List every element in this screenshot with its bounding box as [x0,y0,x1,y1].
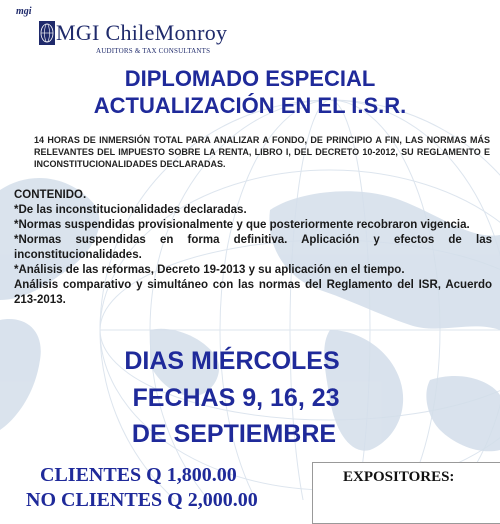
schedule-month: DE SEPTIEMBRE [131,420,337,448]
globe-logo-icon [38,20,56,46]
expositores-label: EXPOSITORES: [343,469,455,485]
logo-name: MGI ChileMonroy [56,20,228,45]
contenido-item: *Normas suspendidas provisionalmente y que posteriormente recobraron vigencia. [14,219,470,231]
contenido-heading: CONTENIDO. [14,189,87,201]
schedule-days: DIAS MIÉRCOLES [124,347,340,375]
price-clientes: CLIENTES Q 1,800.00 [40,464,237,486]
logo-small-text: mgi [16,6,32,17]
price-no-clientes: NO CLIENTES Q 2,000.00 [26,489,258,511]
contenido-item: *Normas suspendidas en forma definitiva. Aplicación y efectos de las inconstitucionalidades. [14,234,492,261]
contenido-section [14,188,492,308]
title-line-2: ACTUALIZACIÓN EN EL I.S.R. [93,93,407,118]
title-line-1: DIPLOMADO ESPECIAL [124,66,376,91]
logo-subtitle: AUDITORS & TAX CONSULTANTS [96,47,211,55]
schedule-dates: FECHAS 9, 16, 23 [132,384,340,412]
contenido-item: *De las inconstitucionalidades declaradas. [14,204,247,216]
intro-paragraph: 14 HORAS DE INMERSIÓN TOTAL PARA ANALIZAR A FONDO, DE PRINCIPIO A FIN, LAS NORMAS MÁS RELEVANTES DEL IMPUESTO SOBRE LA RENTA, LIBRO I, DEL DECRETO 10-2012, SU REGLAMENTO E INCONSTITUCIONALIDADES DECLARADAS. [34,135,490,169]
expositores-box [312,462,500,524]
contenido-item: *Análisis de las reformas, Decreto 19-2013 y su aplicación en el tiempo. [14,264,405,276]
contenido-item: Análisis comparativo y simultáneo con las normas del Reglamento del ISR, Acuerdo 213-2013. [14,279,492,306]
company-logo [12,6,242,54]
